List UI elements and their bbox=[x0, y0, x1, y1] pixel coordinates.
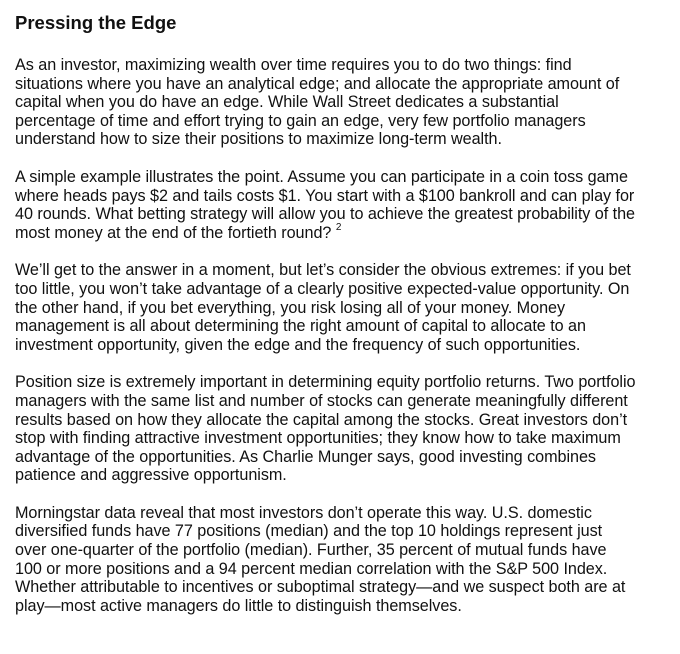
paragraph-line: percentage of time and effort trying to gain an edge, very few portfolio managers bbox=[15, 111, 586, 130]
paragraph-line: play—most active managers do little to distinguish themselves. bbox=[15, 596, 462, 615]
paragraph-line: Position size is extremely important in determining equity portfolio returns. Two portfolio bbox=[15, 373, 636, 392]
paragraph-line: As an investor, maximizing wealth over time requires you to do two things: find bbox=[15, 56, 572, 74]
paragraph-line: stop with finding attractive investment opportunities; they know how to take maximum bbox=[15, 429, 621, 448]
paragraph-line: situations where you have an analytical edge; and allocate the appropriate amount of bbox=[15, 74, 620, 93]
paragraph-4 bbox=[15, 373, 670, 485]
paragraph-line: understand how to size their positions to maximize long-term wealth. bbox=[15, 130, 502, 149]
paragraph-3 bbox=[15, 261, 670, 354]
paragraph-line: 100 or more positions and a 94 percent median correlation with the S&P 500 Index. bbox=[15, 559, 608, 578]
paragraph-line: over one-quarter of the portfolio (median). Further, 35 percent of mutual funds have bbox=[15, 541, 607, 560]
paragraph-line-text: most money at the end of the fortieth round? bbox=[15, 223, 332, 242]
paragraph-line: Morningstar data reveal that most investors don’t operate this way. U.S. domestic bbox=[15, 503, 592, 522]
paragraph-line: Whether attributable to incentives or suboptimal strategy—and we suspect both are at bbox=[15, 578, 626, 597]
paragraph-line: management is all about determining the right amount of capital to allocate to an bbox=[15, 317, 586, 336]
paragraph-line: We’ll get to the answer in a moment, but let’s consider the obvious extremes: if you bet bbox=[15, 261, 631, 280]
paragraph-line: capital when you do have an edge. While Wall Street dedicates a substantial bbox=[15, 93, 559, 112]
paragraph-line: managers with the same list and number of stocks can generate meaningfully different bbox=[15, 391, 628, 410]
paragraph-line: investment opportunity, given the edge and the frequency of such opportunities. bbox=[15, 335, 581, 354]
paragraph-1 bbox=[15, 56, 670, 149]
paragraph-line: the other hand, if you bet everything, you risk losing all of your money. Money bbox=[15, 298, 566, 317]
paragraph-line: advantage of the opportunities. As Charlie Munger says, good investing combines bbox=[15, 447, 596, 466]
paragraph-line-with-footnote bbox=[15, 224, 670, 243]
paragraph-line: results based on how they allocate the capital among the stocks. Great investors don’t bbox=[15, 410, 628, 429]
section-title: Pressing the Edge bbox=[15, 12, 177, 33]
paragraph-2 bbox=[15, 168, 670, 242]
paragraph-line: diversified funds have 77 positions (median) and the top 10 holdings represent just bbox=[15, 522, 603, 541]
paragraph-line: where heads pays $2 and tails costs $1. You start with a $100 bankroll and can play for bbox=[15, 186, 635, 205]
footnote-reference[interactable]: 2 bbox=[335, 222, 342, 234]
paragraph-line: 40 rounds. What betting strategy will allow you to achieve the greatest probability of the bbox=[15, 205, 635, 224]
paragraph-line: too little, you won’t take advantage of a clearly positive expected-value opportunity. On bbox=[15, 279, 630, 298]
paragraph-line: A simple example illustrates the point. Assume you can participate in a coin toss game bbox=[15, 167, 628, 186]
paragraph-5 bbox=[15, 504, 670, 616]
paragraph-line: patience and aggressive opportunism. bbox=[15, 466, 287, 485]
document-page bbox=[15, 10, 670, 634]
